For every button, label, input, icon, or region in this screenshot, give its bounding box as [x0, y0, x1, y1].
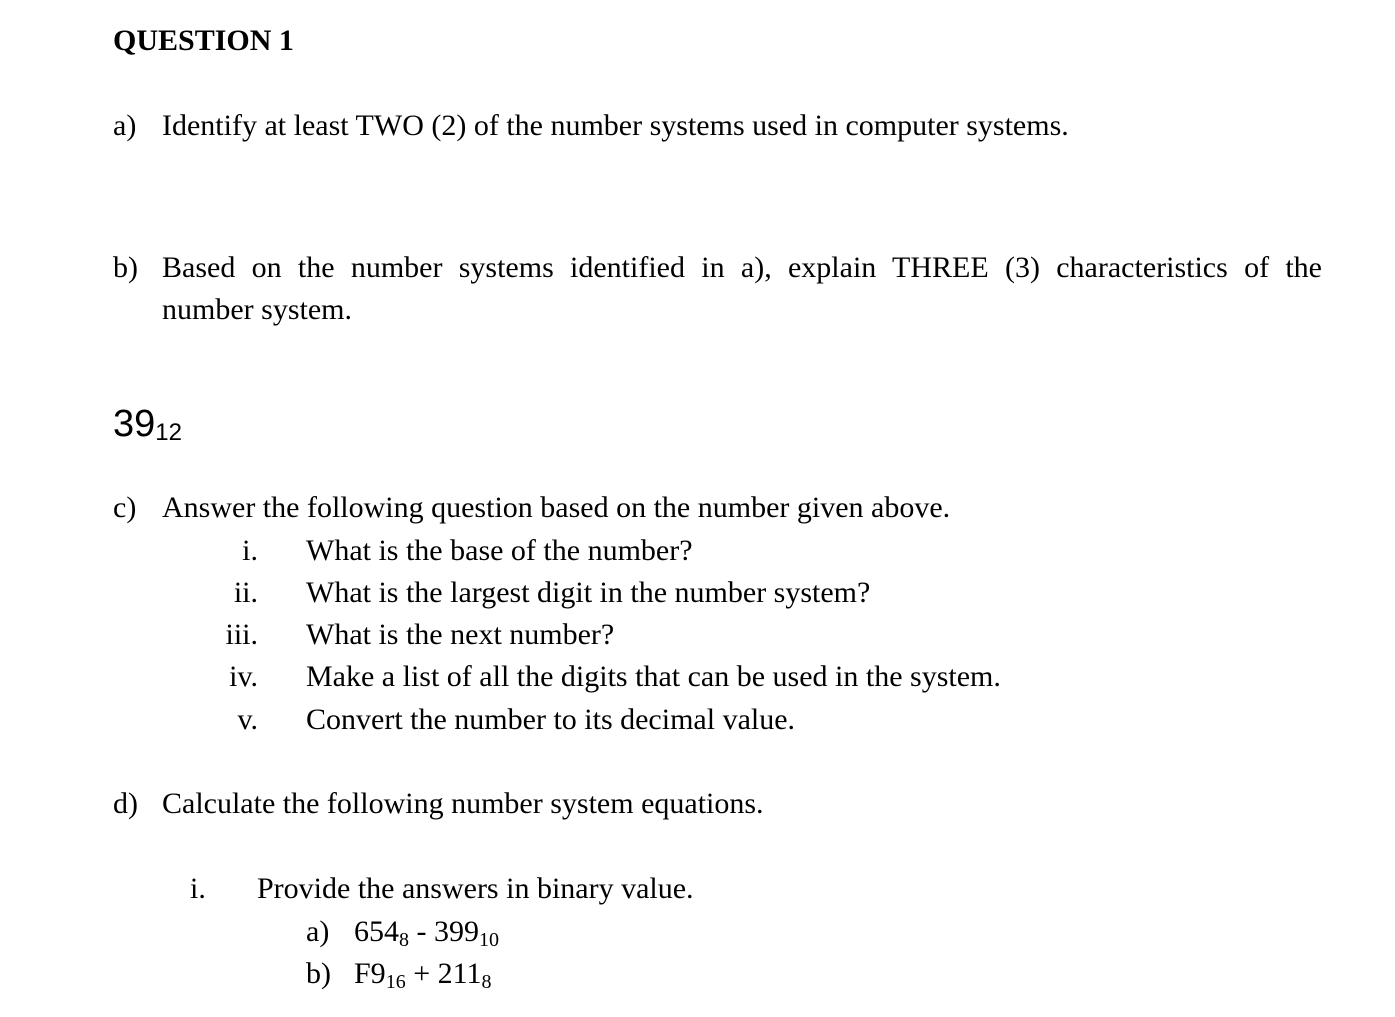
- part-a-text: Identify at least TWO (2) of the number systems used in computer systems.: [162, 109, 1069, 142]
- given-number-base: 12: [155, 419, 182, 446]
- part-d-label: d): [113, 787, 138, 820]
- c-item-text: What is the largest digit in the number system?: [306, 576, 871, 609]
- c-item-num: iv.: [229, 660, 258, 693]
- eq-a: $654_8 - 399_{10}$: [354, 915, 499, 951]
- given-number: [113, 403, 182, 446]
- part-c-text: Answer the following question based on the number given above.: [162, 491, 951, 524]
- question-title: QUESTION 1: [113, 24, 294, 57]
- c-item-text: Convert the number to its decimal value.: [306, 703, 796, 736]
- part-c-label: c): [113, 491, 137, 524]
- part-b-line2: number system.: [162, 293, 352, 326]
- c-item-text: Make a list of all the digits that can be used in the system.: [306, 660, 1001, 693]
- eq-b-label: b): [306, 957, 331, 990]
- c-item-num: ii.: [233, 576, 258, 609]
- part-b-label: b): [113, 251, 138, 284]
- given-number-value: 39: [113, 403, 156, 445]
- eq-b: $F9_{16} + 211_8$: [354, 957, 492, 993]
- part-b-line1: Based on the number systems identified in a), explain THREE (3) characteristics of the: [162, 251, 1322, 284]
- eq-a-label: a): [306, 915, 330, 948]
- part-a-label: a): [113, 109, 137, 142]
- part-d-text: Calculate the following number system equations.: [162, 787, 764, 820]
- c-item-num: i.: [242, 534, 258, 567]
- d-sub-text: Provide the answers in binary value.: [257, 872, 694, 905]
- c-item-num: v.: [237, 703, 258, 736]
- c-item-text: What is the base of the number?: [306, 534, 693, 567]
- c-item-text: What is the next number?: [306, 618, 615, 651]
- c-item-num: iii.: [225, 618, 258, 651]
- d-sub-num: i.: [190, 872, 206, 905]
